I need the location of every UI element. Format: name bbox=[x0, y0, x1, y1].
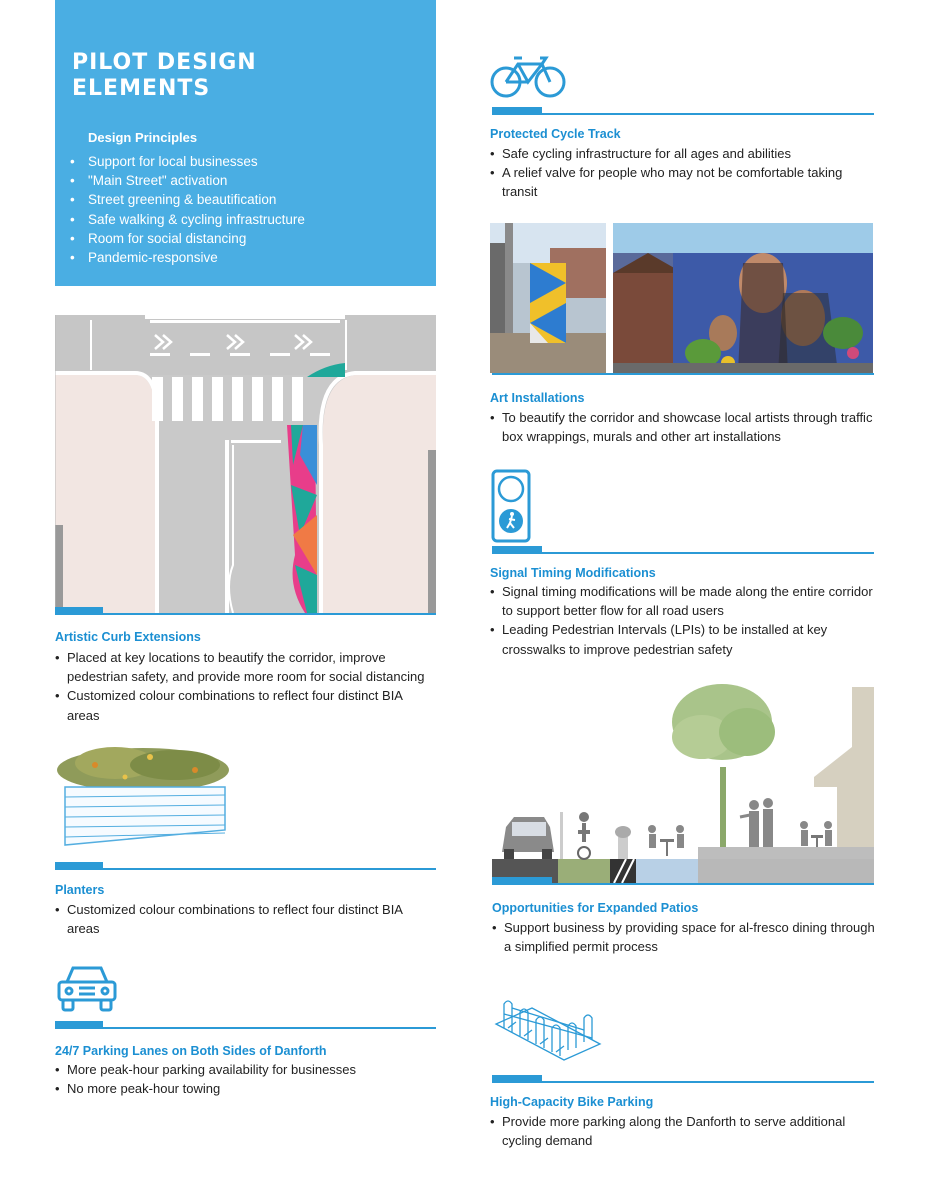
bullet-item: • No more peak-hour towing bbox=[55, 1079, 436, 1098]
parking-bullets bbox=[55, 1060, 436, 1098]
bullet-item: • Customized colour combinations to reflect four distinct BIA areas bbox=[55, 686, 436, 724]
bikeparking-bullets bbox=[490, 1112, 875, 1150]
section-title-signal: Signal Timing Modifications bbox=[490, 566, 656, 580]
art-bullets bbox=[490, 408, 875, 446]
bullet-item: • Leading Pedestrian Intervals (LPIs) to be installed at key crosswalks to improve pedestrian safety bbox=[490, 620, 875, 658]
mural-photo bbox=[613, 223, 873, 373]
section-rule-signal bbox=[492, 552, 874, 554]
patios-bullets bbox=[492, 918, 877, 956]
curb-bullets bbox=[55, 648, 436, 725]
section-title-bikeparking: High-Capacity Bike Parking bbox=[490, 1095, 654, 1109]
principle-item: • Street greening & beautification bbox=[70, 190, 305, 209]
bullet-item: • Customized colour combinations to reflect four distinct BIA areas bbox=[55, 900, 436, 938]
section-rule-planters bbox=[55, 868, 436, 870]
signal-bullets bbox=[490, 582, 875, 659]
bullet-item: • Support business by providing space for al-fresco dining through a simplified permit process bbox=[492, 918, 877, 956]
design-principles-heading: Design Principles bbox=[88, 130, 198, 145]
section-rule-bikeparking bbox=[492, 1081, 874, 1083]
bullet-item: • To beautify the corridor and showcase local artists through traffic box wrappings, murals and other art installations bbox=[490, 408, 875, 446]
principle-item: • Support for local businesses bbox=[70, 152, 305, 171]
traffic-signal-icon bbox=[491, 469, 531, 543]
bullet-item: • Provide more parking along the Danforth to serve additional cycling demand bbox=[490, 1112, 875, 1150]
planters-bullets bbox=[55, 900, 436, 938]
page-title-line1: PILOT DESIGN bbox=[72, 50, 257, 75]
cycle-bullets bbox=[490, 144, 875, 202]
section-rule-parking bbox=[55, 1027, 436, 1029]
section-title-art: Art Installations bbox=[490, 391, 585, 405]
bullet-item: • Safe cycling infrastructure for all ages and abilities bbox=[490, 144, 875, 163]
design-principles-list bbox=[70, 152, 305, 267]
principle-item: • "Main Street" activation bbox=[70, 171, 305, 190]
car-icon bbox=[55, 962, 119, 1014]
curb-extension-plan bbox=[55, 315, 436, 613]
section-title-cycle: Protected Cycle Track bbox=[490, 127, 621, 141]
principle-item: • Room for social distancing bbox=[70, 229, 305, 248]
section-title-parking: 24/7 Parking Lanes on Both Sides of Danforth bbox=[55, 1044, 327, 1058]
bike-rack-icon bbox=[494, 994, 604, 1066]
principle-item: • Pandemic-responsive bbox=[70, 248, 305, 267]
bullet-item: • A relief valve for people who may not be comfortable taking transit bbox=[490, 163, 875, 201]
section-title-planters: Planters bbox=[55, 883, 105, 897]
section-rule-curb bbox=[55, 613, 436, 615]
bullet-item: • More peak-hour parking availability for businesses bbox=[55, 1060, 436, 1079]
principle-item: • Safe walking & cycling infrastructure bbox=[70, 210, 305, 229]
page-title bbox=[72, 50, 412, 102]
bullet-item: • Signal timing modifications will be made along the entire corridor to support better flow for all road users bbox=[490, 582, 875, 620]
patio-street-section bbox=[492, 677, 874, 887]
planter-illustration bbox=[55, 735, 240, 850]
page-title-line2: ELEMENTS bbox=[72, 76, 211, 101]
section-rule-art bbox=[492, 373, 874, 375]
section-title-patios: Opportunities for Expanded Patios bbox=[492, 901, 699, 915]
section-title-curb: Artistic Curb Extensions bbox=[55, 630, 201, 644]
section-rule-cycle bbox=[492, 113, 874, 115]
bicycle-icon bbox=[490, 52, 566, 102]
traffic-box-photo bbox=[490, 223, 606, 373]
bullet-item: • Placed at key locations to beautify the corridor, improve pedestrian safety, and provide more room for social distancing bbox=[55, 648, 436, 686]
